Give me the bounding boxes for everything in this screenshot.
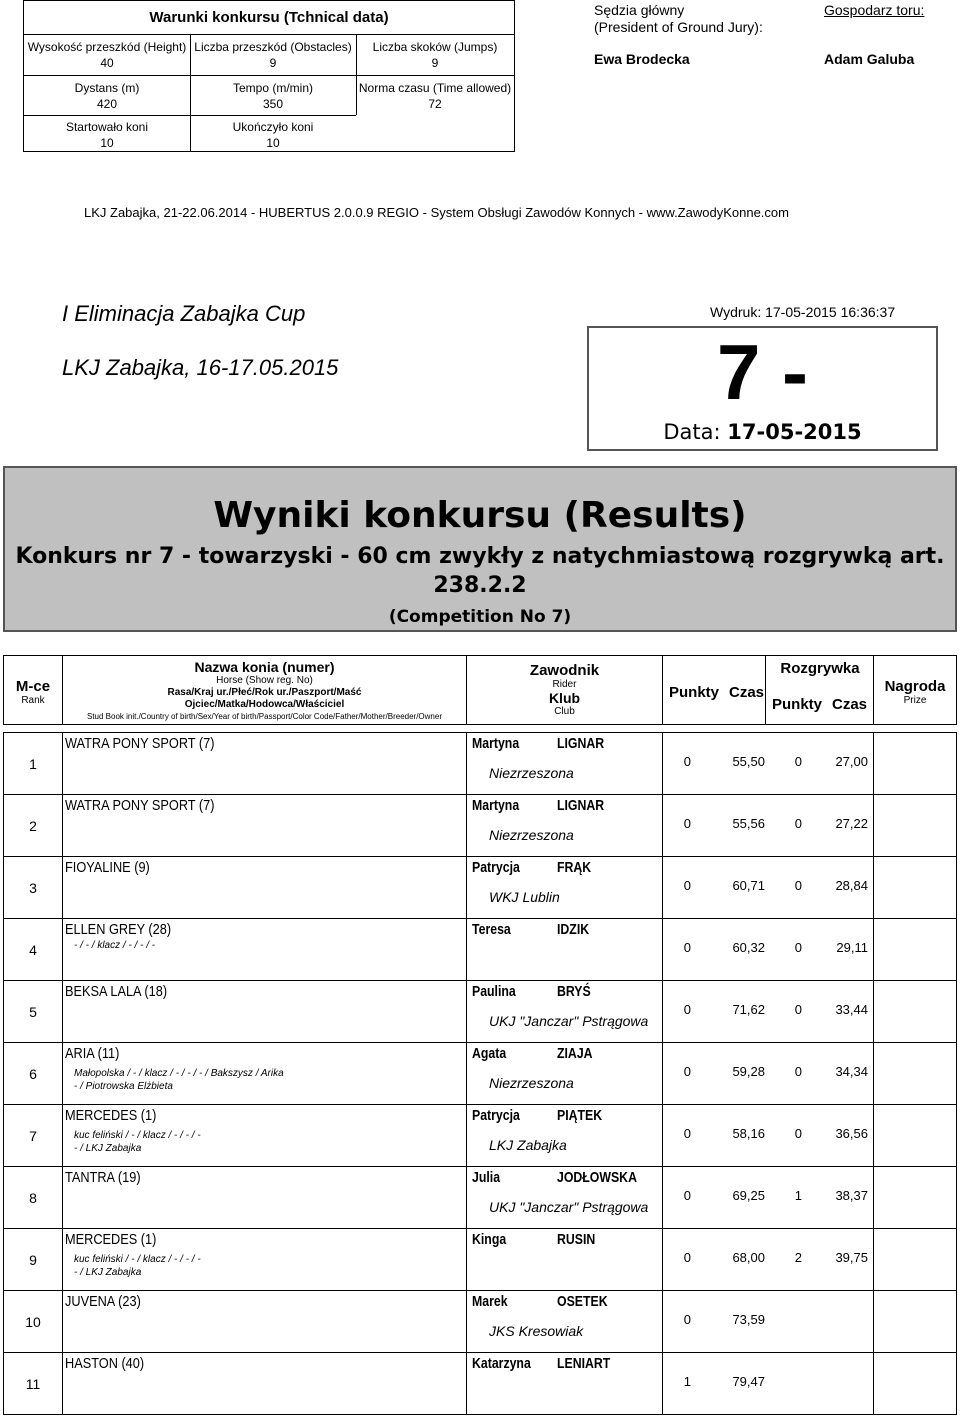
header-rank — [3, 655, 63, 725]
prize-cell — [873, 980, 957, 1043]
rider-last-name: LIGNAR — [557, 797, 605, 814]
rider-last-name: FRĄK — [557, 859, 592, 876]
rider-last-name: ZIAJA — [557, 1045, 593, 1062]
horse-details: Małopolska / - / klacz / - / - / - / Bakszysz / Arika — [74, 1068, 284, 1079]
points: 1 — [683, 1374, 691, 1389]
rider-cell — [466, 1166, 663, 1229]
horse-details: - / - / klacz / - / - / - — [74, 940, 156, 951]
header-horse-studbook: Stud Book init./Country of birth/Sex/Year of birth/Passport/Color Code/Father/Mother/Breeder/Owner — [87, 712, 442, 721]
header-jumpoff: Rozgrywka — [780, 660, 860, 677]
height-label: Wysokość przeszkód (Height) — [27, 40, 187, 54]
rider-cell — [466, 1042, 663, 1105]
header-club-en: Club — [554, 706, 575, 717]
judge-name: Ewa Brodecka — [594, 51, 690, 67]
rider-first-name: Kinga — [472, 1231, 507, 1248]
horse-name: ARIA (11) — [65, 1045, 120, 1062]
rider-cell — [466, 1290, 663, 1353]
competition-number: 7 - — [716, 328, 809, 416]
prize-cell — [873, 856, 957, 919]
horse-cell — [62, 1352, 467, 1415]
rank-cell: 3 — [3, 856, 63, 919]
rider-first-name: Katarzyna — [472, 1355, 531, 1372]
rank-cell: 11 — [3, 1352, 63, 1415]
horse-name: BEKSA LALA (18) — [65, 983, 168, 1000]
judge-label — [594, 2, 763, 36]
horse-cell — [62, 732, 467, 795]
header-jumpoff-points: Punkty — [772, 696, 823, 713]
jumpoff-points: 0 — [794, 940, 802, 955]
jumpoff-points: 0 — [794, 1126, 802, 1141]
rider-last-name: LENIART — [557, 1355, 611, 1372]
time: 73,59 — [732, 1312, 765, 1327]
rider-first-name: Julia — [472, 1169, 501, 1186]
jumpoff-points: 0 — [794, 754, 802, 769]
table-row — [0, 1042, 960, 1104]
print-timestamp: Wydruk: 17-05-2015 16:36:37 — [710, 304, 896, 320]
header-horse-breed: Rasa/Kraj ur./Płeć/Rok ur./Paszport/Maść — [167, 687, 362, 698]
rider-club: JKS Kresowiak — [489, 1323, 584, 1339]
rank-cell: 8 — [3, 1166, 63, 1229]
table-row — [0, 1290, 960, 1352]
rider-cell — [466, 1104, 663, 1167]
results-title: Wyniki konkursu (Results) — [213, 495, 747, 536]
jumpoff-points: 0 — [794, 816, 802, 831]
competition-date — [589, 420, 936, 444]
header-horse-parents: Ojciec/Matka/Hodowca/Właściciel — [184, 699, 345, 710]
rider-cell — [466, 794, 663, 857]
competition-subtitle-3: (Competition No 7) — [388, 607, 572, 627]
rider-cell — [466, 980, 663, 1043]
points: 0 — [683, 878, 691, 893]
rank-cell: 7 — [3, 1104, 63, 1167]
table-row — [0, 1228, 960, 1290]
jumpoff-time: 28,84 — [835, 878, 868, 893]
header-jumpoff-time: Czas — [832, 696, 868, 713]
rider-cell — [466, 918, 663, 981]
table-row — [0, 856, 960, 918]
started-label: Startowało koni — [65, 120, 149, 134]
rank-cell: 4 — [3, 918, 63, 981]
prize-cell — [873, 1352, 957, 1415]
distance-value: 420 — [96, 97, 118, 111]
rider-last-name: OSETEK — [557, 1293, 608, 1310]
rank-cell: 2 — [3, 794, 63, 857]
score-cell — [662, 980, 874, 1043]
horse-name: WATRA PONY SPORT (7) — [65, 797, 215, 814]
score-cell — [662, 918, 874, 981]
rank-cell: 9 — [3, 1228, 63, 1291]
jumpoff-time: 39,75 — [835, 1250, 868, 1265]
table-row — [0, 794, 960, 856]
score-cell — [662, 1352, 874, 1415]
technical-data-table — [23, 0, 515, 152]
jumpoff-time: 27,22 — [835, 816, 868, 831]
system-footer-line: LKJ Zabajka, 21-22.06.2014 - HUBERTUS 2.0.0.9 REGIO - System Obsługi Zawodów Konnych - www.ZawodyKonne.com — [84, 205, 789, 220]
horse-name: WATRA PONY SPORT (7) — [65, 735, 215, 752]
header-prize-label: Nagroda — [884, 678, 946, 695]
horse-name: MERCEDES (1) — [65, 1107, 157, 1124]
rider-last-name: JODŁOWSKA — [557, 1169, 637, 1186]
jumpoff-time: 36,56 — [835, 1126, 868, 1141]
time: 55,50 — [732, 754, 765, 769]
horse-details: kuc feliński / - / klacz / - / - / - — [74, 1130, 201, 1141]
jumpoff-time: 27,00 — [835, 754, 868, 769]
header-rider-label: Zawodnik — [529, 662, 600, 679]
jumpoff-time: 34,34 — [835, 1064, 868, 1079]
horse-cell — [62, 1228, 467, 1291]
rider-first-name: Patrycja — [472, 859, 520, 876]
rider-cell — [466, 1352, 663, 1415]
rank-cell: 10 — [3, 1290, 63, 1353]
started-value: 10 — [100, 136, 114, 150]
header-club-label: Klub — [548, 690, 581, 706]
rank-cell: 1 — [3, 732, 63, 795]
rider-club: WKJ Lublin — [489, 889, 560, 905]
time: 58,16 — [732, 1126, 765, 1141]
jumpoff-time: 38,37 — [835, 1188, 868, 1203]
header-rider — [466, 655, 663, 725]
horse-cell — [62, 1042, 467, 1105]
horse-cell — [62, 980, 467, 1043]
table-row — [0, 918, 960, 980]
score-cell — [662, 1290, 874, 1353]
rider-first-name: Patrycja — [472, 1107, 520, 1124]
rider-club: Niezrzeszona — [489, 1075, 574, 1091]
header-rank-label: M-ce — [15, 678, 51, 695]
header-horse-en: Horse (Show reg. No) — [216, 675, 313, 686]
table-row — [0, 980, 960, 1042]
points: 0 — [683, 816, 691, 831]
competition-number-box — [587, 326, 938, 451]
prize-cell — [873, 732, 957, 795]
horse-cell — [62, 1290, 467, 1353]
jumpoff-points: 2 — [794, 1250, 802, 1265]
points: 0 — [683, 1188, 691, 1203]
judge-label-line-2: (President of Ground Jury): — [594, 19, 763, 35]
points: 0 — [683, 1312, 691, 1327]
header-prize-en: Prize — [903, 695, 927, 706]
technical-data-title: Warunki konkursu (Tchnical data) — [149, 9, 389, 26]
horse-name: TANTRA (19) — [65, 1169, 141, 1186]
height-value: 40 — [100, 56, 114, 70]
event-title: I Eliminacja Zabajka Cup — [62, 301, 306, 326]
points: 0 — [683, 1126, 691, 1141]
rider-first-name: Paulina — [472, 983, 516, 1000]
prize-cell — [873, 1042, 957, 1105]
score-cell — [662, 1166, 874, 1229]
score-cell — [662, 1104, 874, 1167]
rider-last-name: LIGNAR — [557, 735, 605, 752]
points: 0 — [683, 754, 691, 769]
points: 0 — [683, 940, 691, 955]
rider-first-name: Agata — [472, 1045, 507, 1062]
rider-club: Niezrzeszona — [489, 827, 574, 843]
horse-cell — [62, 794, 467, 857]
table-row — [0, 1104, 960, 1166]
rider-club: Niezrzeszona — [489, 765, 574, 781]
score-cell — [662, 794, 874, 857]
rider-club: UKJ "Janczar" Pstrągowa — [489, 1013, 649, 1029]
horse-name: MERCEDES (1) — [65, 1231, 157, 1248]
distance-label: Dystans (m) — [74, 81, 140, 95]
rank-cell: 5 — [3, 980, 63, 1043]
jumpoff-time: 29,11 — [836, 940, 868, 955]
horse-name: JUVENA (23) — [65, 1293, 141, 1310]
time: 69,25 — [732, 1188, 765, 1203]
host-label: Gospodarz toru: — [824, 2, 925, 18]
judge-label-line-1: Sędzia główny — [594, 2, 685, 18]
rider-club: UKJ "Janczar" Pstrągowa — [489, 1199, 649, 1215]
header-horse-label: Nazwa konia (numer) — [194, 659, 335, 675]
obstacles-label: Liczba przeszkód (Obstacles) — [194, 40, 352, 54]
rider-cell — [466, 1228, 663, 1291]
points: 0 — [683, 1250, 691, 1265]
header-time: Czas — [729, 684, 765, 701]
points: 0 — [683, 1064, 691, 1079]
tempo-label: Tempo (m/min) — [232, 81, 313, 95]
date-label: Data: — [663, 420, 721, 444]
time-allowed-label: Norma czasu (Time allowed) — [358, 81, 512, 95]
score-cell — [662, 856, 874, 919]
time: 71,62 — [732, 1002, 765, 1017]
time-allowed-value: 72 — [428, 97, 442, 111]
time: 60,71 — [732, 878, 765, 893]
jumpoff-points: 1 — [794, 1188, 802, 1203]
prize-cell — [873, 794, 957, 857]
header-prize — [873, 655, 957, 725]
header-points: Punkty — [669, 684, 720, 701]
tempo-value: 350 — [262, 97, 284, 111]
host-name: Adam Galuba — [824, 51, 915, 67]
rider-first-name: Marek — [472, 1293, 508, 1310]
header-scores — [662, 655, 874, 725]
jumpoff-time: 33,44 — [835, 1002, 868, 1017]
rider-cell — [466, 732, 663, 795]
results-title-box — [3, 466, 957, 632]
rider-first-name: Martyna — [472, 797, 520, 814]
prize-cell — [873, 1104, 957, 1167]
rider-last-name: PIĄTEK — [557, 1107, 603, 1124]
prize-cell — [873, 1290, 957, 1353]
horse-cell — [62, 856, 467, 919]
score-cell — [662, 1228, 874, 1291]
score-cell — [662, 732, 874, 795]
horse-details: kuc feliński / - / klacz / - / - / - — [74, 1254, 201, 1265]
time: 59,28 — [732, 1064, 765, 1079]
horse-owner: - / LKJ Zabajka — [74, 1143, 142, 1154]
horse-owner: - / LKJ Zabajka — [74, 1267, 142, 1278]
time: 79,47 — [732, 1374, 765, 1389]
time: 68,00 — [732, 1250, 765, 1265]
table-row — [0, 732, 960, 794]
horse-cell — [62, 1166, 467, 1229]
horse-cell — [62, 918, 467, 981]
jumpoff-points: 0 — [794, 1064, 802, 1079]
rider-cell — [466, 856, 663, 919]
points: 0 — [683, 1002, 691, 1017]
jumpoff-points: 0 — [794, 1002, 802, 1017]
prize-cell — [873, 918, 957, 981]
rider-last-name: RUSIN — [557, 1231, 596, 1248]
header-rider-en: Rider — [552, 679, 577, 690]
horse-name: ELLEN GREY (28) — [65, 921, 172, 938]
rank-cell: 6 — [3, 1042, 63, 1105]
competition-subtitle-2: 238.2.2 — [433, 573, 527, 598]
rider-last-name: IDZIK — [557, 921, 590, 938]
date-value: 17-05-2015 — [727, 420, 862, 444]
jumpoff-points: 0 — [794, 878, 802, 893]
score-cell — [662, 1042, 874, 1105]
competition-subtitle-1: Konkurs nr 7 - towarzyski - 60 cm zwykły z natychmiastową rozgrywką art. — [15, 544, 945, 569]
prize-cell — [873, 1166, 957, 1229]
time: 55,56 — [732, 816, 765, 831]
obstacles-value: 9 — [269, 56, 277, 70]
time: 60,32 — [732, 940, 765, 955]
horse-cell — [62, 1104, 467, 1167]
rider-first-name: Martyna — [472, 735, 520, 752]
finished-label: Ukończyło koni — [232, 120, 314, 134]
horse-name: HASTON (40) — [65, 1355, 145, 1372]
rider-club: LKJ Zabajka — [489, 1137, 567, 1153]
horse-name: FIOYALINE (9) — [65, 859, 150, 876]
table-row — [0, 1166, 960, 1228]
horse-owner: - / Piotrowska Elżbieta — [74, 1081, 173, 1092]
table-row — [0, 1352, 960, 1414]
jumps-value: 9 — [431, 56, 439, 70]
rider-first-name: Teresa — [472, 921, 511, 938]
header-horse — [62, 655, 467, 725]
header-rank-en: Rank — [21, 695, 45, 706]
jumps-label: Liczba skoków (Jumps) — [372, 40, 498, 54]
event-place-date: LKJ Zabajka, 16-17.05.2015 — [62, 355, 339, 380]
finished-value: 10 — [266, 136, 280, 150]
prize-cell — [873, 1228, 957, 1291]
rider-last-name: BRYŚ — [557, 983, 591, 1000]
